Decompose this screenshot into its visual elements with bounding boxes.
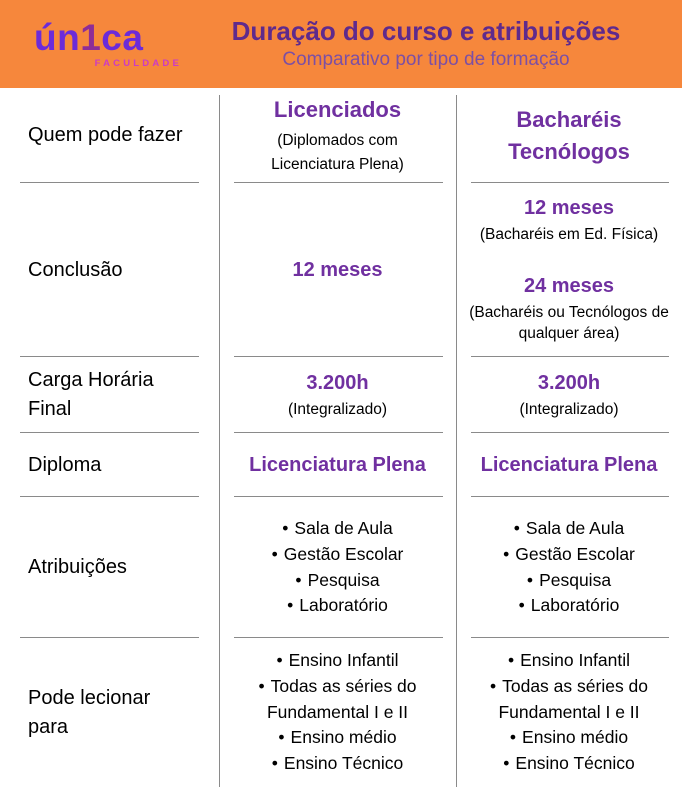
- bullet-icon: •: [271, 753, 278, 774]
- list-item: [278, 725, 396, 751]
- workload-note: (Integralizado): [287, 400, 388, 418]
- logo-numeral-1: 1: [80, 17, 102, 58]
- logo-text-un: ún: [34, 17, 81, 58]
- list-item: [232, 674, 444, 726]
- list-item-text: Gestão Escolar: [283, 543, 404, 564]
- row-label-carga-horaria: [0, 357, 219, 433]
- list-item-text: Laboratório: [530, 595, 620, 616]
- list-item-text: Pesquisa: [539, 569, 612, 590]
- attributions-list: [503, 516, 635, 620]
- column-title: Bacharéis Tecnólogos: [508, 106, 630, 164]
- list-item: [503, 542, 635, 568]
- list-item: [295, 568, 379, 594]
- list-item-text: Ensino Infantil: [288, 649, 399, 670]
- row-label-pode-lecionar: [0, 638, 219, 787]
- list-item: [527, 568, 611, 594]
- cell-bachareis-atribuicoes: [456, 497, 682, 638]
- row-label-text: Conclusão: [28, 258, 123, 281]
- bullet-icon: •: [518, 595, 525, 616]
- bullet-icon: •: [513, 517, 520, 538]
- list-item-text: Gestão Escolar: [515, 543, 635, 564]
- list-item-text: Ensino Técnico: [283, 753, 404, 774]
- column-header-bachareis: [456, 88, 682, 183]
- cell-bachareis-carga: [456, 357, 682, 433]
- bullet-icon: •: [503, 543, 510, 564]
- list-item: [282, 516, 392, 542]
- teaching-list: [463, 648, 675, 777]
- row-label-text: Carga Horária Final: [28, 369, 154, 420]
- bullet-icon: •: [489, 675, 497, 696]
- row-label-text: Atribuições: [28, 556, 127, 578]
- list-item: [287, 593, 388, 619]
- bullet-icon: •: [276, 649, 283, 670]
- bullet-icon: •: [278, 727, 285, 748]
- column-title-note: (Diplomados com Licenciatura Plena): [271, 131, 404, 173]
- list-item-text: Laboratório: [299, 595, 388, 616]
- page-subtitle: Comparativo por tipo de formação: [282, 49, 570, 71]
- unica-logo: [34, 19, 184, 69]
- bullet-icon: •: [258, 675, 265, 696]
- duration-options: [467, 195, 672, 345]
- page-title: Duração do curso e atribuições: [231, 16, 621, 47]
- duration-option: [467, 273, 672, 345]
- row-label-diploma: [0, 433, 219, 497]
- attributions-list: [272, 516, 404, 620]
- list-item-text: Todas as séries do Fundamental I e II: [266, 675, 417, 722]
- bullet-icon: •: [503, 753, 510, 774]
- logo-subtext: FACULDADE: [94, 58, 182, 69]
- workload-value: 3.200h: [306, 371, 369, 394]
- list-item-text: Sala de Aula: [294, 517, 393, 538]
- row-label-text: Quem pode fazer: [28, 124, 183, 146]
- list-item: [519, 593, 620, 619]
- workload-value: 3.200h: [537, 371, 601, 394]
- bullet-icon: •: [271, 543, 278, 564]
- list-item: [276, 648, 398, 674]
- list-item: [510, 725, 628, 751]
- column-title: Licenciados: [273, 97, 402, 123]
- cell-licenciados-carga: [219, 357, 456, 433]
- cell-bachareis-lecionar: [456, 638, 682, 787]
- cell-bachareis-conclusao: [456, 183, 682, 357]
- list-item-text: Pesquisa: [307, 569, 380, 590]
- list-item-text: Ensino Técnico: [515, 753, 635, 774]
- list-item-text: Ensino Infantil: [520, 649, 631, 670]
- list-item-text: Todas as séries do Fundamental I e II: [498, 675, 649, 722]
- comparison-table: [0, 88, 682, 787]
- row-label-text: Pode lecionar para: [28, 686, 151, 738]
- row-label-text: Diploma: [28, 453, 102, 476]
- list-item-text: Ensino médio: [522, 727, 629, 748]
- diploma-value: Licenciatura Plena: [249, 454, 426, 476]
- duration-note: (Bacharéis ou Tecnólogos de qualquer área): [469, 303, 669, 343]
- cell-bachareis-diploma: [456, 433, 682, 497]
- logo-wordmark: [34, 19, 184, 56]
- duration-value: 24 meses: [523, 274, 615, 297]
- duration-note: (Bacharéis em Ed. Física): [479, 225, 659, 243]
- duration-value: 12 meses: [292, 259, 383, 281]
- duration-option: [480, 195, 658, 246]
- column-header-licenciados: [219, 88, 456, 183]
- teaching-list: [232, 648, 444, 777]
- bullet-icon: •: [507, 649, 515, 670]
- banner-titles: [184, 17, 682, 71]
- workload-note: (Integralizado): [519, 400, 619, 418]
- list-item: [272, 542, 404, 568]
- row-label-atribuicoes: [0, 497, 219, 638]
- bullet-icon: •: [526, 569, 534, 590]
- duration-value: 12 meses: [523, 196, 615, 219]
- row-label-quem-pode-fazer: [0, 88, 219, 183]
- cell-licenciados-atribuicoes: [219, 497, 456, 638]
- bullet-icon: •: [509, 727, 517, 748]
- list-item: [514, 516, 624, 542]
- bullet-icon: •: [295, 569, 302, 590]
- row-label-conclusao: [0, 183, 219, 357]
- list-item: [463, 674, 675, 726]
- cell-licenciados-lecionar: [219, 638, 456, 787]
- bullet-icon: •: [287, 595, 294, 616]
- list-item: [503, 751, 634, 777]
- list-item: [272, 751, 403, 777]
- diploma-value: Licenciatura Plena: [480, 454, 658, 476]
- logo-text-ca: ca: [101, 17, 144, 58]
- cell-licenciados-diploma: [219, 433, 456, 497]
- list-item-text: Sala de Aula: [525, 517, 625, 538]
- cell-licenciados-conclusao: [219, 183, 456, 357]
- header-banner: [0, 0, 682, 88]
- list-item-text: Ensino médio: [290, 727, 397, 748]
- bullet-icon: •: [282, 517, 289, 538]
- list-item: [508, 648, 630, 674]
